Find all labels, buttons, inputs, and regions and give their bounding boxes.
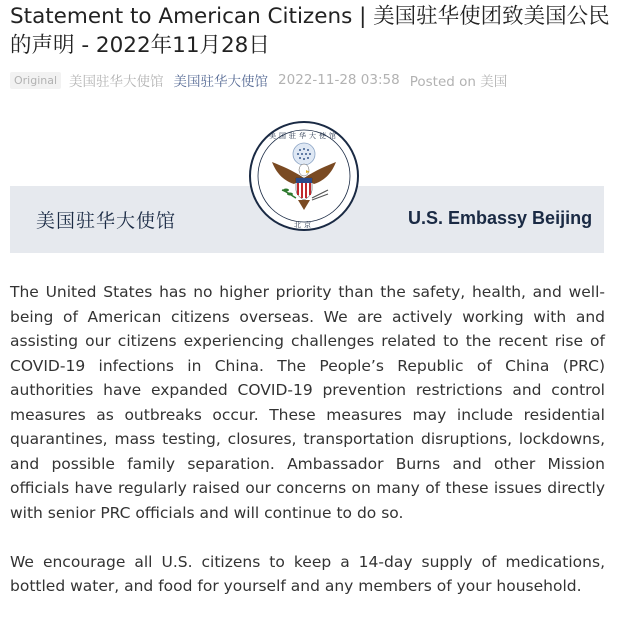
banner-name-zh: 美国驻华大使馆 xyxy=(36,210,177,232)
embassy-banner xyxy=(10,120,604,254)
banner-name-en: U.S. Embassy Beijing xyxy=(408,208,593,228)
seal-top-text: 美国驻华大使馆 xyxy=(269,132,339,140)
paragraph-2: We encourage all U.S. citizens to keep a 14-day supply of medications, bottled water, and food for yourself and any members of your household. xyxy=(10,552,605,595)
source-name: 美国驻华大使馆 xyxy=(69,74,164,90)
account-link[interactable]: 美国驻华大使馆 xyxy=(173,74,269,90)
posted-location: Posted on 美国 xyxy=(409,74,508,90)
article-meta xyxy=(10,70,507,90)
embassy-seal-icon xyxy=(248,120,360,232)
paragraph-1: The United States has no higher priority than the safety, health, and well-being of American citizens overseas. We are actively working with and assisting our citizens experiencing challenges related to the recent rise of COVID-19 infections in China. The People’s Republic of China (PRC) authorities have expanded COVID-19 prevention restrictions and control measures as outbreaks occur. These measures may include residential quarantines, mass testing, closures, transportation disruptions, lockdowns, and possible family separation. Ambassador Burns and other Mission officials have regularly raised our concerns on many of these issues directly with senior PRC officials and will continue to do so. xyxy=(10,283,605,522)
article-title: Statement to American Citizens | 美国驻华使团致美国公民的声明 - 2022年11月28日 xyxy=(10,4,610,58)
article-body xyxy=(10,280,605,623)
seal-bottom-text: 北京 xyxy=(294,221,314,229)
publish-date: 2022-11-28 03:58 xyxy=(278,72,400,88)
original-badge: Original xyxy=(10,72,61,89)
